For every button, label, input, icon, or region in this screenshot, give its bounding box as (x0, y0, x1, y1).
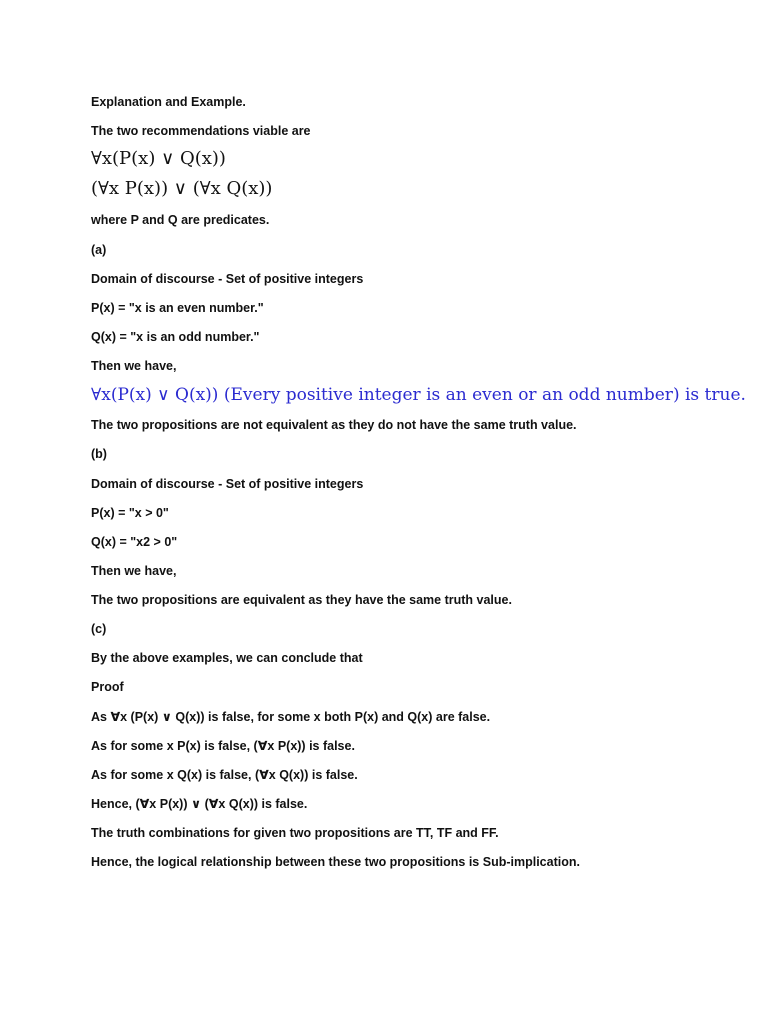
heading: Explanation and Example. (91, 95, 246, 109)
proof-line-4: Hence, (∀x P(x)) ∨ (∀x Q(x)) is false. (91, 797, 308, 811)
proof-line-5: The truth combinations for given two propositions are TT, TF and FF. (91, 826, 499, 840)
part-b-label: (b) (91, 447, 107, 461)
part-b-domain: Domain of discourse - Set of positive integers (91, 477, 364, 491)
part-a-math-text: (Every positive integer is an even or an odd number) is true. (218, 385, 746, 405)
part-a-then: Then we have, (91, 359, 177, 373)
part-a-math-statement (91, 384, 746, 406)
proof-line-1: As ∀x (P(x) ∨ Q(x)) is false, for some x both P(x) and Q(x) are false. (91, 710, 491, 724)
intro-text: The two recommendations viable are (91, 124, 311, 138)
part-b-then: Then we have, (91, 564, 177, 578)
part-a-conclusion: The two propositions are not equivalent as they do not have the same truth value. (91, 418, 577, 432)
part-a-p-definition: P(x) = "x is an even number." (91, 301, 264, 315)
part-a-label: (a) (91, 243, 107, 257)
part-c-label: (c) (91, 622, 107, 636)
proof-title: Proof (91, 680, 124, 694)
part-a-math-formula: ∀x(P(x) ∨ Q(x)) (91, 385, 219, 405)
formula-2: (∀x P(x)) ∨ (∀x Q(x)) (91, 178, 273, 199)
part-a-q-definition: Q(x) = "x is an odd number." (91, 330, 260, 344)
part-b-q-definition: Q(x) = "x2 > 0" (91, 535, 178, 549)
proof-line-6: Hence, the logical relationship between these two propositions is Sub-implication. (91, 855, 580, 869)
part-c-intro: By the above examples, we can conclude that (91, 651, 363, 665)
predicates-note: where P and Q are predicates. (91, 213, 270, 227)
part-b-conclusion: The two propositions are equivalent as they have the same truth value. (91, 593, 512, 607)
part-a-domain: Domain of discourse - Set of positive integers (91, 272, 364, 286)
formula-1: ∀x(P(x) ∨ Q(x)) (91, 148, 226, 169)
proof-line-3: As for some x Q(x) is false, (∀x Q(x)) is false. (91, 768, 358, 782)
part-b-p-definition: P(x) = "x > 0" (91, 506, 169, 520)
proof-line-2: As for some x P(x) is false, (∀x P(x)) is false. (91, 739, 355, 753)
